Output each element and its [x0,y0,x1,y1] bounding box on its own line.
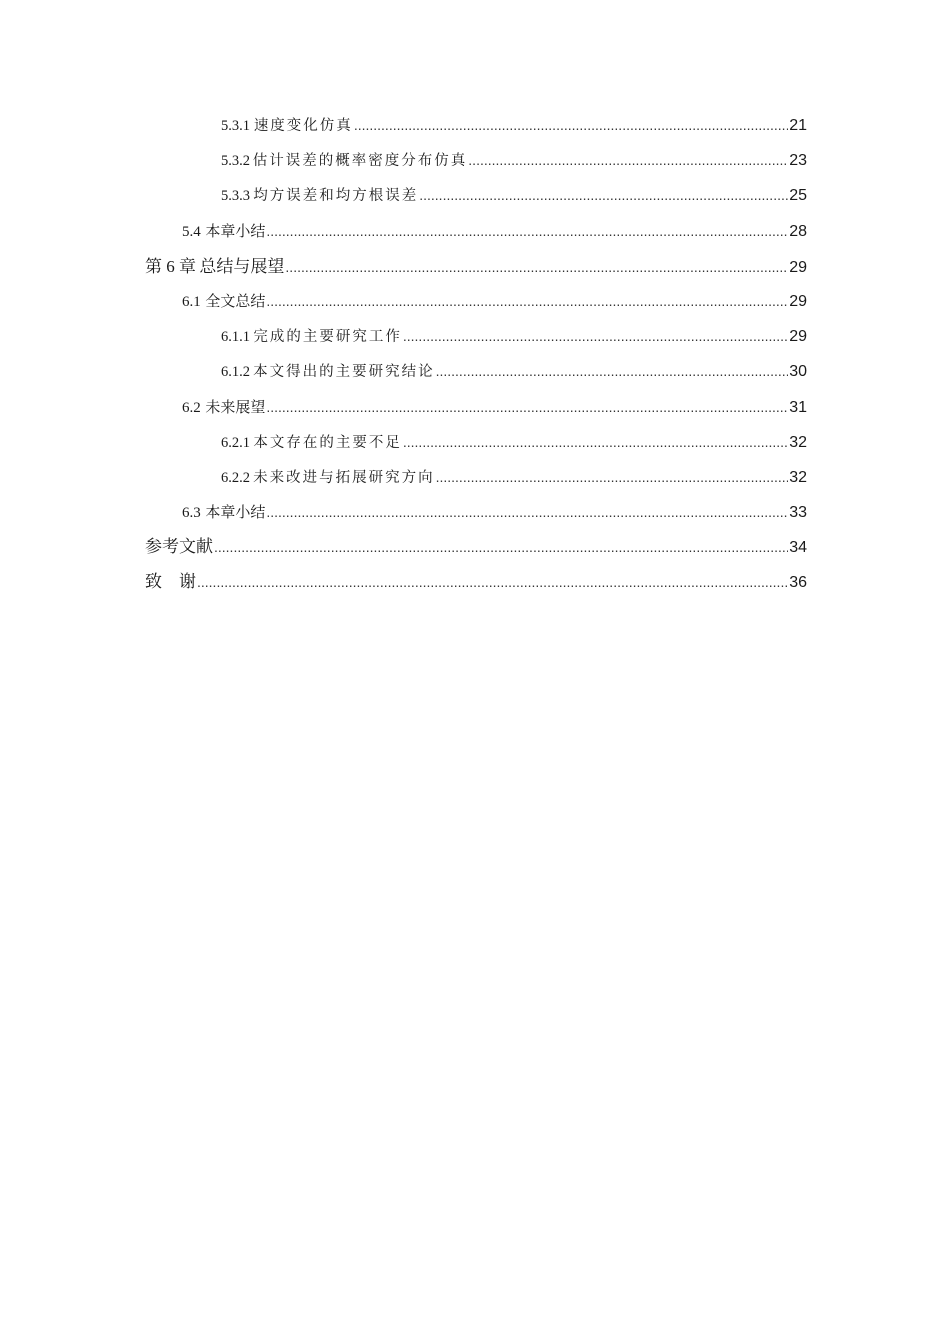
toc-page-number: 36 [789,574,807,592]
toc-entry-number: 6.2 [182,399,201,416]
toc-entry-6-1-2[interactable] [145,354,807,389]
toc-dot-leader [354,108,788,143]
toc-entry-title: 速度变化仿真 [253,118,353,134]
toc-dot-leader [285,250,788,285]
toc-entry-number: 6.1 [182,293,201,310]
toc-entry-title: 参考文献 [145,537,213,558]
toc-page-number: 29 [789,258,807,276]
toc-entry-references[interactable] [145,530,807,565]
toc-entry-acknowledgements[interactable] [145,565,807,600]
toc-entry-5-3-3[interactable] [145,178,807,213]
toc-dot-leader [197,565,788,600]
toc-entry-title: 全文总结 [205,291,266,310]
toc-dot-leader [436,354,789,389]
toc-entry-title: 本章小结 [205,221,266,240]
toc-entry-title: 完成的主要研究工作 [253,329,402,346]
toc-page-number: 25 [789,187,807,205]
table-of-contents [145,108,807,601]
toc-entry-6-3[interactable] [145,495,807,530]
toc-entry-title: 本章小结 [205,503,266,522]
toc-entry-title: 本文得出的主要研究结论 [253,364,435,381]
toc-dot-leader [403,319,788,354]
toc-entry-number: 第 6 章 [145,256,196,276]
toc-page-number: 32 [789,468,807,486]
toc-entry-title: 总结与展望 [199,256,285,277]
toc-entry-title: 未来改进与拓展研究方向 [253,469,435,486]
toc-entry-number: 6.2.1 [221,434,250,451]
toc-dot-leader [419,178,788,213]
toc-entry-number: 5.4 [182,223,201,240]
toc-dot-leader [266,214,788,249]
toc-entry-number: 6.3 [182,505,201,522]
toc-entry-number: 5.3.2 [221,153,250,170]
toc-entry-chapter-6[interactable] [145,249,807,284]
toc-entry-number: 6.1.2 [221,364,250,381]
toc-dot-leader [266,495,788,530]
toc-dot-leader [436,460,789,495]
toc-entry-title: 本文存在的主要不足 [253,434,402,451]
toc-page-number: 34 [789,539,807,557]
toc-dot-leader [266,390,788,425]
toc-entry-title: 致 谢 [145,572,196,593]
toc-page-number: 29 [789,292,807,310]
toc-entry-6-1[interactable] [145,284,807,319]
toc-entry-title: 估计误差的概率密度分布仿真 [252,153,468,170]
toc-entry-title: 未来展望 [205,397,266,416]
toc-entry-6-1-1[interactable] [145,319,807,354]
toc-entry-5-3-1[interactable] [145,108,807,143]
toc-page-number: 29 [789,328,807,346]
toc-entry-6-2-2[interactable] [145,460,807,495]
toc-entry-6-2[interactable] [145,390,807,425]
toc-dot-leader [403,425,788,460]
toc-dot-leader [468,143,788,178]
toc-entry-number: 6.1.1 [221,329,250,346]
toc-page-number: 32 [789,433,807,451]
toc-entry-number: 5.3.3 [221,188,250,205]
toc-dot-leader [214,530,788,565]
toc-dot-leader [266,284,788,319]
toc-entry-6-2-1[interactable] [145,425,807,460]
toc-entry-title: 均方误差和均方根误差 [253,188,419,205]
toc-entry-5-4[interactable] [145,214,807,249]
toc-page-number: 31 [789,398,807,416]
toc-page-number: 23 [789,152,807,170]
toc-page-number: 33 [789,504,807,522]
toc-page-number: 30 [789,363,807,381]
toc-entry-5-3-2[interactable] [145,143,807,178]
toc-page-number: 21 [789,117,807,134]
toc-entry-number: 6.2.2 [221,469,250,486]
toc-page-number: 28 [789,222,807,240]
toc-entry-number: 5.3.1 [221,118,250,134]
